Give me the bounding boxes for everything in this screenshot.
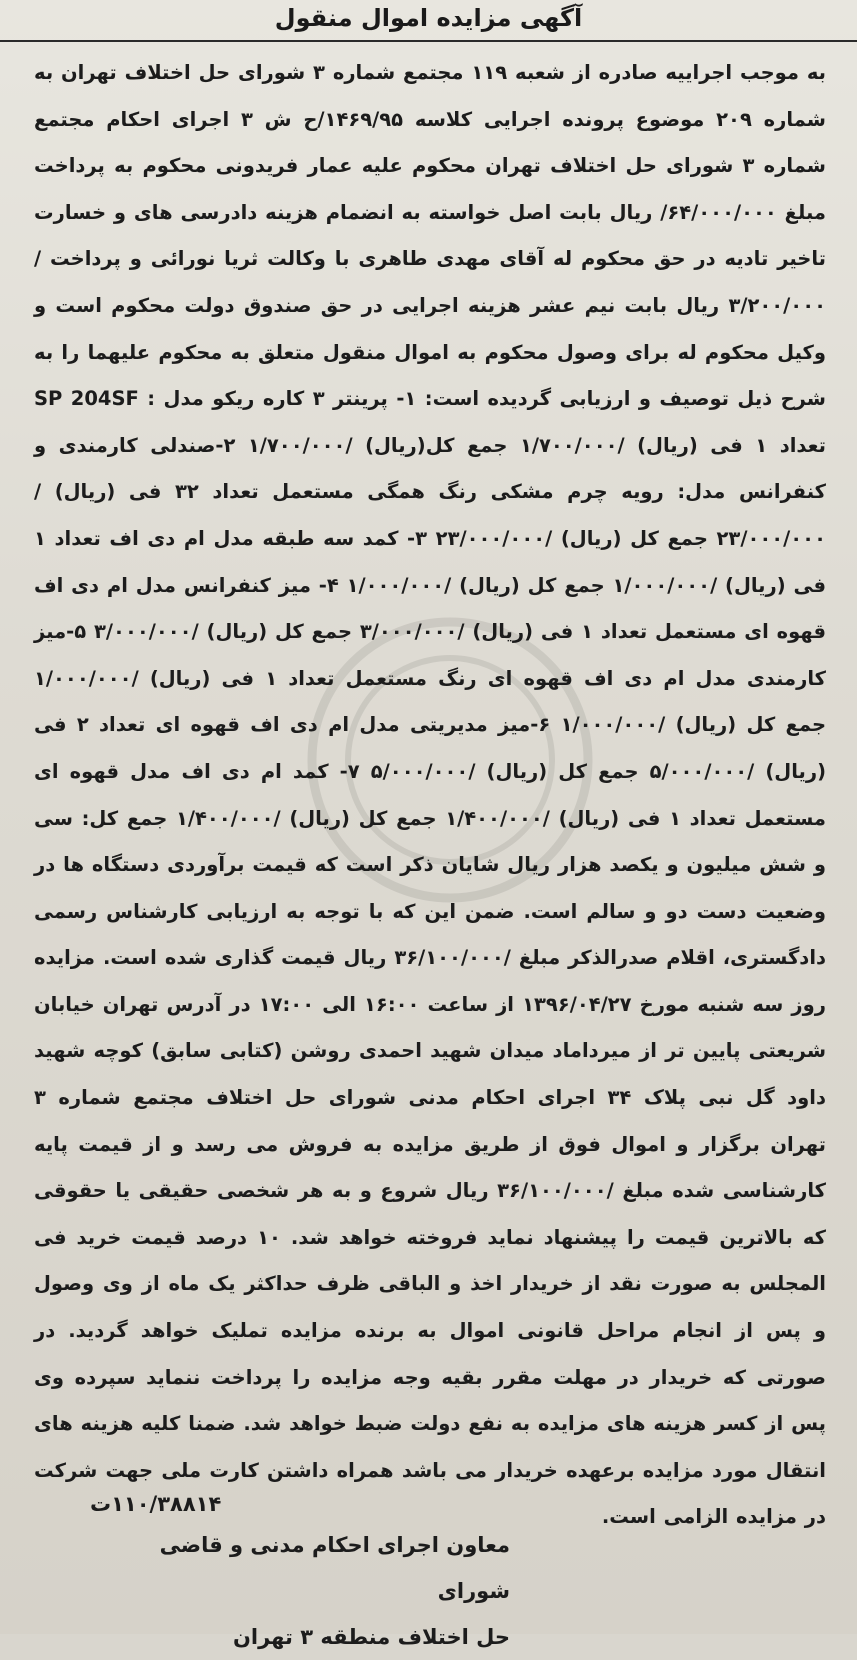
title-divider [0,40,857,42]
notice-body: به موجب اجراییه صادره از شعبه ۱۱۹ مجتمع شماره ۳ شورای حل اختلاف تهران به شماره ۲۰۹ موضوع پرونده اجرایی کلاسه ۱۴۶۹/۹۵/ح ش ۳ اجرای احکام مجتمع شماره ۳ شورای حل اختلاف تهران محکوم علیه عمار فریدونی محکوم به پرداخت مبلغ ۶۴/۰۰۰/۰۰۰/ ریال بابت اصل خواسته به انضمام هزینه دادرسی های و خسارت تاخیر تادیه در حق محکوم له آقای مهدی طاهری با وکالت ثریا نورائی و پرداخت /۳/۲۰۰/۰۰۰ ریال بابت نیم عشر هزینه اجرایی در حق صندوق دولت محکوم است و وکیل محکوم له برای وصول محکوم به اموال منقول متعلق به محکوم علیهما را به شرح ذیل توصیف و ارزیابی گردیده است: ۱- پرینتر ۳ کاره ریکو مدل : SP 204SF تعداد ۱ فی (ریال) /۱/۷۰۰/۰۰۰ جمع کل(ریال) /۱/۷۰۰/۰۰۰ ۲-صندلی کارمندی و کنفرانس مدل: رویه چرم مشکی رنگ همگی مستعمل تعداد ۳۲ فی (ریال) /۲۳/۰۰۰/۰۰۰ جمع کل (ریال) /۲۳/۰۰۰/۰۰۰ ۳- کمد سه طبقه مدل ام دی اف تعداد ۱ فی (ریال) /۱/۰۰۰/۰۰۰ جمع کل (ریال) /۱/۰۰۰/۰۰۰ ۴- میز کنفرانس مدل ام دی اف قهوه ای مستعمل تعداد ۱ فی (ریال) /۳/۰۰۰/۰۰۰ جمع کل (ریال) /۳/۰۰۰/۰۰۰ ۵-میز کارمندی مدل ام دی اف قهوه ای رنگ مستعمل تعداد ۱ فی (ریال) /۱/۰۰۰/۰۰۰ جمع کل (ریال) /۱/۰۰۰/۰۰۰ ۶-میز مدیریتی مدل ام دی اف قهوه ای تعداد ۲ فی (ریال) /۵/۰۰۰/۰۰۰ جمع کل (ریال) /۵/۰۰۰/۰۰۰ ۷- کمد ام دی اف مدل قهوه ای مستعمل تعداد ۱ فی (ریال) /۱/۴۰۰/۰۰۰ جمع کل (ریال) /۱/۴۰۰/۰۰۰ جمع کل: سی و شش میلیون و یکصد هزار ریال شایان ذکر است که قیمت برآوردی دستگاه ها در وضعیت دست دو و سالم است. ضمن این که با توجه به ارزیابی کارشناس رسمی دادگستری، اقلام صدرالذکر مبلغ /۳۶/۱۰۰/۰۰۰ ریال قیمت گذاری شده است. مزایده روز سه شنبه مورخ ۱۳۹۶/۰۴/۲۷ از ساعت ۱۶:۰۰ الی ۱۷:۰۰ در آدرس تهران خیابان شریعتی پایین تر از میرداماد میدان شهید احمدی روشن (کتابی سابق) کوچه شهید داود گل نبی پلاک ۳۴ اجرای احکام مدنی شورای حل اختلاف مجتمع شماره ۳ تهران برگزار و اموال فوق از طریق مزایده به فروش می رسد و از قیمت پایه کارشناسی شده مبلغ /۳۶/۱۰۰/۰۰۰ ریال شروع و به هر شخصی حقیقی یا حقوقی که بالاترین قیمت را پیشنهاد نماید فروخته خواهد شد. ۱۰ درصد قیمت خرید فی المجلس به صورت نقد از خریدار اخذ و الباقی ظرف حداکثر یک ماه از وی وصول و پس از انجام مراحل قانونی اموال به برنده مزایده تملیک خواهد گردید. در صورتی که خریدار در مهلت مقرر بقیه وجه مزایده را پرداخت ننماید سپرده وی پس از کسر هزینه های مزایده به نفع دولت ضبط خواهد شد. ضمنا کلیه هزینه های انتقال مورد مزایده برعهده خریدار می باشد همراه داشتن کارت ملی جهت شرکت در مزایده الزامی است. [34,61,827,1529]
signature-block [90,1522,510,1660]
signature-line-2: حل اختلاف منطقه ۳ تهران [232,1625,510,1649]
notice-title: آگهی مزایده اموال منقول [274,4,583,32]
reference-number: ۱۱۰/۳۸۸۱۴ت [90,1492,222,1516]
signature-line-1: معاون اجرای احکام مدنی و قاضی شورای [159,1533,510,1603]
